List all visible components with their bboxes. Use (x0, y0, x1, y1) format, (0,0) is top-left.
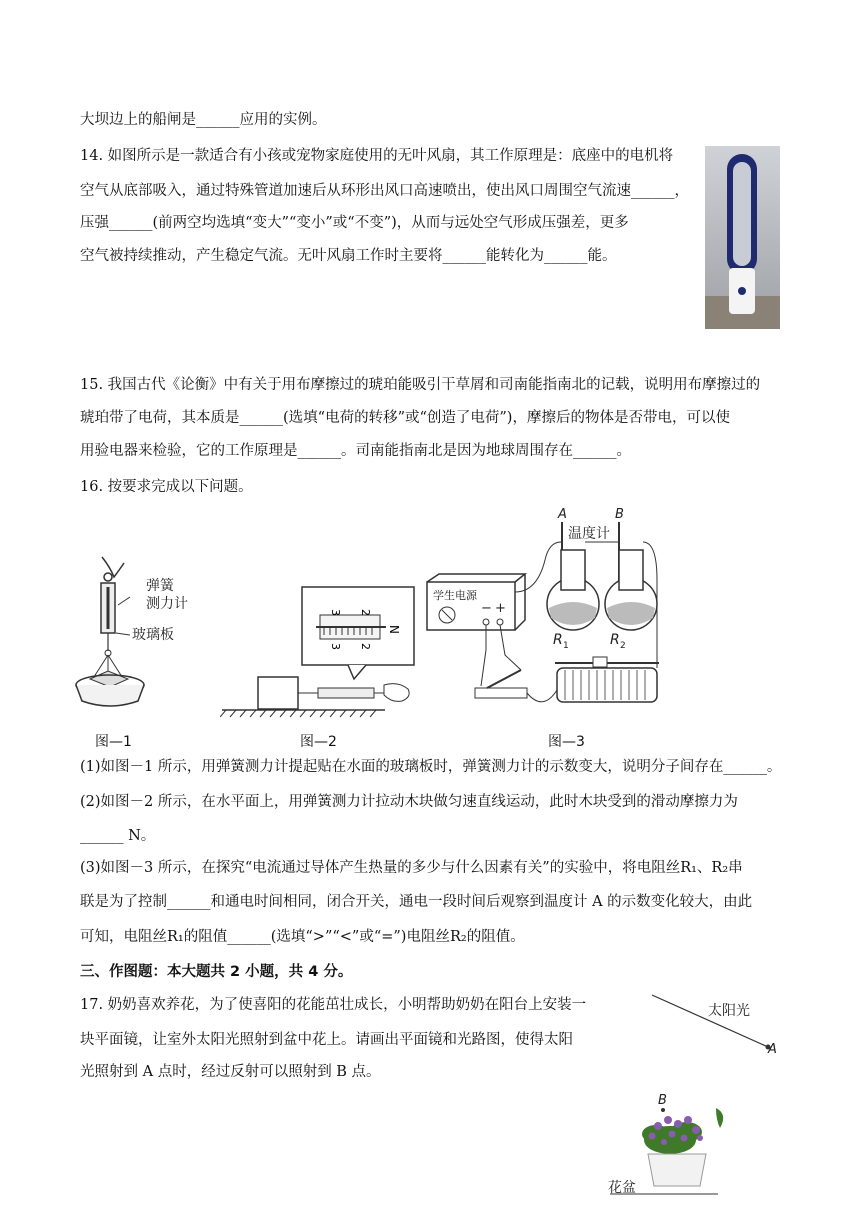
q16-title: 16. 按要求完成以下问题。 (80, 479, 253, 495)
figure-1-spring-scale (70, 555, 220, 720)
q16-part3-line2: 联是为了控制______和通电时间相同，闭合开关，通电一段时间后观察到温度计 A 的示数变化较大，由此 (80, 894, 753, 910)
fig3-label-R1-sub: 1 (563, 641, 569, 651)
figure-3-caption: 图—3 (548, 734, 585, 750)
q17-line-3: 光照射到 A 点时，经过反射可以照射到 B 点。 (80, 1064, 381, 1080)
q17-line-2: 块平面镜，让室外太阳光照射到盆中花上。请画出平面镜和光路图，使得太阳 (80, 1032, 573, 1048)
fig1-label-glass: 玻璃板 (132, 627, 174, 643)
fig1-label-spring: 弹簧 (146, 578, 174, 594)
sunlight-point-a: A (768, 1042, 777, 1057)
fig3-label-R2: R (610, 632, 620, 648)
q17-line-1: 17. 奶奶喜欢养花，为了使喜阳的花能茁壮成长，小明帮助奶奶在阳台上安装一 (80, 997, 587, 1013)
text-line-1: 大坝边上的船闸是______应用的实例。 (80, 112, 327, 128)
sunlight-label: 太阳光 (708, 1003, 750, 1019)
flower-pot-label: 花盆 (608, 1180, 636, 1196)
fig3-label-plus: + (495, 601, 506, 616)
q14-line-3: 压强______(前两空均选填“变大”“变小”或“不变”)，从而与远处空气形成压强差，更多 (80, 215, 629, 231)
bladeless-fan-photo (705, 146, 780, 329)
fig3-label-thermometer: 温度计 (568, 526, 610, 542)
fig3-label-A: A (558, 507, 567, 522)
flower-pot-picture (600, 1090, 750, 1200)
figure-3-joule-heating (425, 500, 670, 722)
fig2-digit-1: 3 (329, 609, 342, 616)
q14-line-2: 空气从底部吸入，通过特殊管道加速后从环形出风口高速喷出，使出风口周围空气流速______， (80, 183, 689, 199)
fig3-label-B: B (615, 507, 624, 522)
fig2-digit-4: 2 (359, 643, 372, 650)
fig3-label-power: 学生电源 (433, 589, 477, 602)
figure-1-caption: 图—1 (95, 734, 132, 750)
figure-2-caption: 图—2 (300, 734, 337, 750)
fig1-label-meter: 测力计 (146, 596, 188, 612)
flower-point-b: B (658, 1093, 667, 1108)
figure-2-friction (220, 585, 435, 720)
q16-part3-line1: (3)如图－3 所示，在探究“电流通过导体产生热量的多少与什么因素有关”的实验中，将电阻丝R₁、R₂串 (80, 860, 743, 876)
fig3-label-minus: − (481, 601, 492, 616)
q16-part2-line2: ______ N。 (80, 828, 156, 844)
fig3-label-R2-sub: 2 (620, 641, 626, 651)
q15-line-1: 15. 我国古代《论衡》中有关于用布摩擦过的琥珀能吸引干草屑和司南能指南北的记载，说明用布摩擦过的 (80, 377, 761, 393)
q16-part3-line3: 可知，电阻丝R₁的阻值______(选填“>”“<”或“=”)电阻丝R₂的阻值。 (80, 929, 525, 945)
q15-line-3: 用验电器来检验，它的工作原理是______。司南能指南北是因为地球周围存在______。 (80, 443, 631, 459)
q15-line-2: 琥珀带了电荷，其本质是______(选填“电荷的转移”或“创造了电荷”)，摩擦后的物体是否带电，可以使 (80, 410, 730, 426)
q14-line-1: 14. 如图所示是一款适合有小孩或宠物家庭使用的无叶风扇，其工作原理是：底座中的电机将 (80, 148, 674, 164)
q14-line-4: 空气被持续推动，产生稳定气流。无叶风扇工作时主要将______能转化为______能。 (80, 248, 617, 264)
fig2-scale-n: N (387, 625, 401, 634)
q16-part2-line1: (2)如图－2 所示，在水平面上，用弹簧测力计拉动木块做匀速直线运动，此时木块受到的滑动摩擦力为 (80, 794, 738, 810)
fig2-digit-3: 3 (329, 643, 342, 650)
sunlight-diagram (640, 985, 790, 1065)
section-3-heading: 三、作图题：本大题共 2 小题，共 4 分。 (80, 964, 353, 980)
fig3-label-R1: R (553, 632, 563, 648)
q16-part1: (1)如图－1 所示，用弹簧测力计提起贴在水面的玻璃板时，弹簧测力计的示数变大，说明分子间存在______。 (80, 759, 782, 775)
fig2-digit-2: 2 (359, 609, 372, 616)
